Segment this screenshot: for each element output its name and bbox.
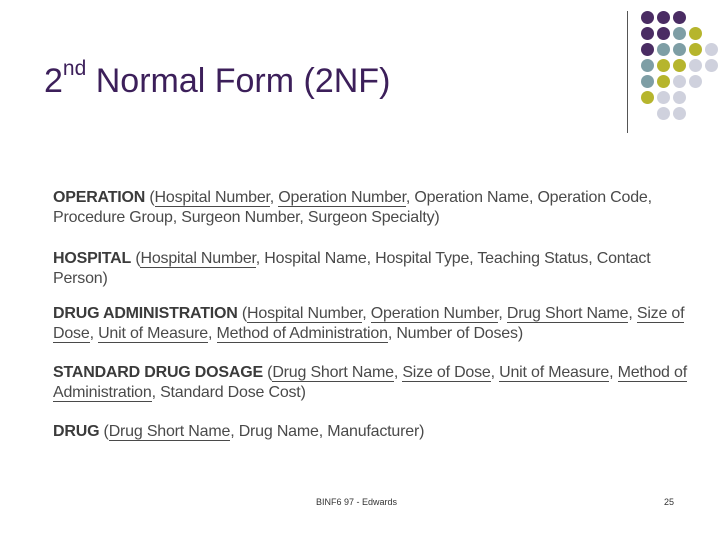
attribute: Drug Name	[238, 423, 319, 440]
key-attribute: Method of Administration	[216, 325, 388, 342]
relation-standard-drug-dosage: STANDARD DRUG DOSAGE (Drug Short Name, Size of Dose, Unit of Measure, Method of Administration, Standard Dose Cost)	[53, 364, 687, 401]
decorative-dot	[657, 91, 670, 104]
key-attribute: Size of Dose	[402, 364, 491, 381]
decorative-dot	[689, 27, 702, 40]
attribute: Number of Doses	[396, 325, 518, 342]
key-attribute: Drug Short Name	[506, 305, 629, 322]
key-attribute: Method of Administration	[53, 364, 687, 401]
decorative-dot	[657, 43, 670, 56]
key-attribute: Operation Number	[278, 189, 406, 206]
attribute: Standard Dose Cost	[160, 384, 301, 401]
decorative-dot	[641, 75, 654, 88]
decorative-dot	[673, 107, 686, 120]
decorative-dot	[673, 43, 686, 56]
attribute: Contact Person	[53, 250, 651, 287]
key-attribute: Unit of Measure	[98, 325, 209, 342]
decorative-dot	[689, 59, 702, 72]
attribute: Procedure Group	[53, 209, 173, 226]
decorative-dot	[657, 11, 670, 24]
relation-name: STANDARD DRUG DOSAGE	[53, 364, 263, 381]
title-number: 2	[44, 62, 63, 100]
relation-name: DRUG ADMINISTRATION	[53, 305, 238, 322]
attribute: Operation Code	[537, 189, 648, 206]
decorative-dot	[657, 27, 670, 40]
decorative-dot	[673, 91, 686, 104]
decorative-dot	[673, 59, 686, 72]
decorative-dot-grid	[0, 0, 720, 140]
relation-hospital: HOSPITAL (Hospital Number, Hospital Name, Hospital Type, Teaching Status, Contact Person)	[53, 250, 651, 287]
relation-drug-administration: DRUG ADMINISTRATION (Hospital Number, Operation Number, Drug Short Name, Size of Dose, Unit of Measure, Method of Administration, Number of Doses)	[53, 305, 685, 342]
key-attribute: Hospital Number	[154, 189, 270, 206]
decorative-dot	[641, 43, 654, 56]
key-attribute: Hospital Number	[247, 305, 363, 322]
relation-name: HOSPITAL	[53, 250, 132, 267]
decorative-dot	[641, 11, 654, 24]
key-attribute: Unit of Measure	[499, 364, 610, 381]
relation-name: DRUG	[53, 423, 100, 440]
decorative-dot	[673, 11, 686, 24]
attribute: Surgeon Number	[181, 209, 300, 226]
decorative-dot	[705, 43, 718, 56]
decorative-dot	[641, 27, 654, 40]
decorative-dot	[657, 75, 670, 88]
decorative-dot	[673, 75, 686, 88]
page-number: 25	[664, 497, 675, 507]
attribute: Operation Name	[414, 189, 529, 206]
decorative-dot	[641, 91, 654, 104]
attribute: Surgeon Specialty	[307, 209, 435, 226]
decorative-dot	[689, 75, 702, 88]
decorative-dot	[705, 59, 718, 72]
key-attribute: Size of Dose	[53, 305, 685, 342]
attribute: Hospital Type	[375, 250, 470, 267]
relation-drug: DRUG (Drug Short Name, Drug Name, Manufacturer)	[53, 423, 425, 440]
decorative-dot	[673, 27, 686, 40]
decorative-dot	[689, 43, 702, 56]
key-attribute: Hospital Number	[140, 250, 256, 267]
decorative-dot	[657, 59, 670, 72]
decorative-dot	[641, 59, 654, 72]
attribute: Hospital Name	[264, 250, 367, 267]
relation-operation: OPERATION (Hospital Number, Operation Number, Operation Name, Operation Code, Procedure Group, Surgeon Number, Surgeon Specialty)	[53, 189, 652, 226]
attribute: Teaching Status	[477, 250, 589, 267]
decorative-dot	[657, 107, 670, 120]
footer-course-label: BINF6 97 - Edwards	[316, 497, 398, 507]
key-attribute: Drug Short Name	[108, 423, 231, 440]
title-text: Normal Form (2NF)	[86, 62, 391, 100]
relation-name: OPERATION	[53, 189, 146, 206]
attribute: Manufacturer	[327, 423, 420, 440]
key-attribute: Drug Short Name	[272, 364, 394, 381]
title-superscript: nd	[62, 57, 87, 80]
key-attribute: Operation Number	[370, 305, 499, 322]
